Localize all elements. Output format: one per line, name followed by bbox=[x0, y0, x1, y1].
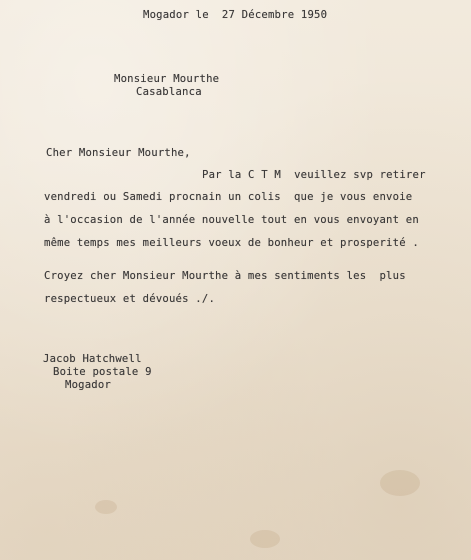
sender-name: Jacob Hatchwell bbox=[43, 353, 142, 365]
body-line: Croyez cher Monsieur Mourthe à mes sentiments les plus bbox=[44, 270, 406, 282]
body-line: respectueux et dévoués ./. bbox=[44, 293, 216, 305]
sender-address: Boite postale 9 bbox=[53, 366, 152, 378]
body-line: Par la C T M veuillez svp retirer bbox=[202, 169, 426, 181]
sender-city: Mogador bbox=[65, 379, 112, 391]
recipient-name: Monsieur Mourthe bbox=[114, 73, 220, 85]
paper-stain bbox=[250, 530, 280, 548]
body-line: vendredi ou Samedi procnain un colis que je vous envoie bbox=[44, 191, 413, 203]
dateline: Mogador le 27 Décembre 1950 bbox=[143, 9, 328, 21]
recipient-city: Casablanca bbox=[136, 86, 202, 98]
paper-stain bbox=[380, 470, 420, 496]
body-line: à l'occasion de l'année nouvelle tout en vous envoyant en bbox=[44, 214, 419, 226]
paper-stain bbox=[95, 500, 117, 514]
body-line: même temps mes meilleurs voeux de bonheur et prosperité . bbox=[44, 237, 419, 249]
salutation: Cher Monsieur Mourthe, bbox=[46, 147, 191, 159]
